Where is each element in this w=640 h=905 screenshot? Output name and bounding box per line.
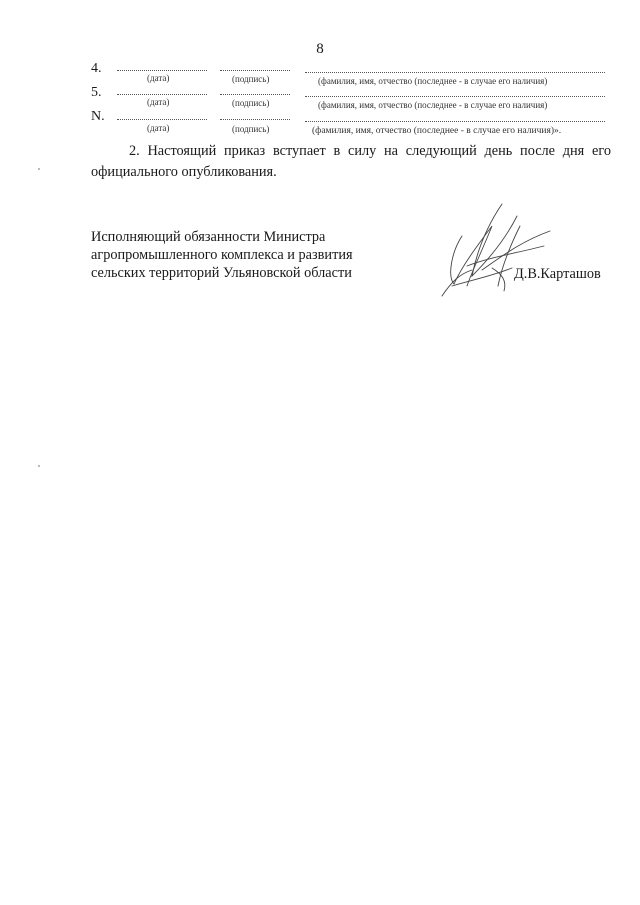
name-caption: (фамилия, имя, отчество (последнее - в случае его наличия) [318,76,548,86]
scan-mark [38,465,40,467]
signature-caption: (подпись) [232,124,270,134]
date-line [117,94,207,95]
signatory-position [91,228,381,282]
position-line-2: агропромышленного комплекса и развития [91,247,353,263]
row-number: 5. [91,85,102,100]
signature-line [220,94,290,95]
scan-mark [38,168,40,170]
name-line [305,96,605,97]
name-line [305,72,605,73]
signatory-name: Д.В.Карташов [514,266,601,282]
signature-row-n [0,109,640,139]
date-caption: (дата) [147,73,170,83]
position-line-3: сельских территорий Ульяновской области [91,265,352,281]
name-caption: (фамилия, имя, отчество (последнее - в случае его наличия) [318,100,548,110]
row-number: N. [91,109,105,124]
date-line [117,70,207,71]
row-number: 4. [91,61,102,76]
signature-caption: (подпись) [232,74,270,84]
signature-caption: (подпись) [232,98,270,108]
date-caption: (дата) [147,123,170,133]
name-line [305,121,605,122]
paragraph-effective-date: 2. Настоящий приказ вступает в силу на следующий день после дня его официального опубликования. [91,143,611,180]
handwritten-signature [432,196,582,306]
position-line-1: Исполняющий обязанности Министра [91,229,326,245]
signature-line [220,70,290,71]
signature-line [220,119,290,120]
name-caption: (фамилия, имя, отчество (последнее - в случае его наличия)». [312,126,562,136]
page-number: 8 [316,41,324,57]
date-caption: (дата) [147,97,170,107]
date-line [117,119,207,120]
